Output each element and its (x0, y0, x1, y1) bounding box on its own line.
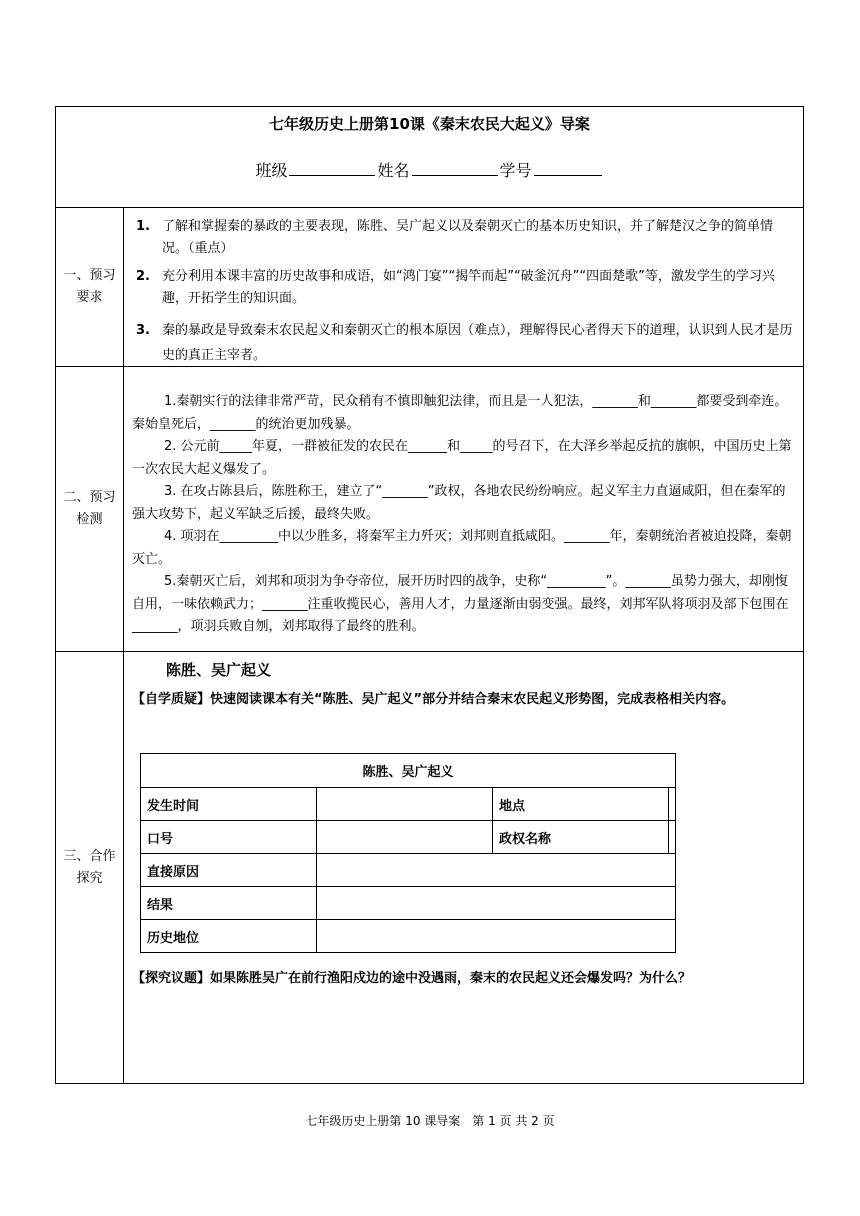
class-label: 班级 (255, 161, 288, 180)
requirement-item: 2. 充分利用本课丰富的历史故事和成语，如“鸿门宴”“揭竿而起”“破釜沉舟”“四面楚歌”等，激发学生的学习兴趣，开拓学生的知识面。 (136, 269, 775, 306)
test-question: 5.秦朝灭亡后，刘邦和项羽为争夺帝位，展开历时四的战争，史称“_________”。_______虽势力强大，却刚愎自用，一味依赖武力；_______注重收揽民心，善用人才，力量逐渐由弱变强。最终，刘邦军队将项羽及部下包围在_______，项羽兵败自刎，刘邦取得了最终的胜利。 (132, 574, 789, 634)
place-label: 地点 (493, 788, 669, 821)
inquiry-content (124, 652, 803, 1083)
id-label: 学号 (499, 161, 532, 180)
result-cell[interactable] (317, 887, 676, 920)
worksheet-table (55, 106, 804, 1084)
uprising-table (140, 753, 676, 953)
id-blank (534, 157, 602, 176)
status-cell[interactable] (317, 920, 676, 953)
test-question: 4. 项羽在_________中以少胜多，将秦军主力歼灭；刘邦则直抵咸阳。_______年，秦朝统治者被迫投降，秦朝灭亡。 (132, 529, 792, 567)
cooperative-inquiry-row (56, 651, 803, 1083)
page-title: 七年级历史上册第10课《秦末农民大起义》导案 (269, 115, 590, 133)
header-row (56, 107, 803, 207)
table-header: 陈胜、吴广起义 (141, 754, 676, 788)
name-label: 姓名 (377, 161, 410, 180)
section-title: 陈胜、吴广起义 (166, 661, 272, 679)
name-blank (412, 157, 498, 176)
cause-label: 直接原因 (141, 854, 317, 887)
section-label-3: 三、合作 探究 (56, 652, 124, 1083)
self-study-prompt: 【自学质疑】快速阅读课本有关“陈胜、吴广起义”部分并结合秦末农民起义形势图，完成表格相关内容。 (132, 692, 735, 707)
student-info (56, 157, 803, 181)
slogan-cell[interactable] (317, 821, 493, 854)
test-question: 2. 公元前_____年夏，一群被征发的农民在______和_____的号召下，在大泽乡举起反抗的旗帜，中国历史上第一次农民大起义爆发了。 (132, 439, 792, 477)
test-content (124, 367, 803, 651)
section-label-1: 一、预习 要求 (56, 208, 124, 366)
preview-requirements-row (56, 207, 803, 366)
test-question: 1.秦朝实行的法律非常严苛，民众稍有不慎即触犯法律，而且是一人犯法，_______和_______都要受到牵连。秦始皇死后，_______的统治更加残暴。 (132, 394, 788, 432)
preview-test-row (56, 366, 803, 651)
page-footer: 七年级历史上册第 10 课导案 第 1 页 共 2 页 (305, 1114, 555, 1128)
inquiry-question: 【探究议题】如果陈胜吴广在前行渔阳戍边的途中没遇雨，秦末的农民起义还会爆发吗？为什么？ (132, 971, 692, 986)
place-cell[interactable] (669, 788, 676, 821)
time-label: 发生时间 (141, 788, 317, 821)
time-cell[interactable] (317, 788, 493, 821)
requirement-item: 3. 秦的暴政是导致秦末农民起义和秦朝灭亡的根本原因（难点），理解得民心者得天下的道理，认识到人民才是历史的真正主宰者。 (136, 323, 793, 363)
cause-cell[interactable] (317, 854, 676, 887)
result-label: 结果 (141, 887, 317, 920)
status-label: 历史地位 (141, 920, 317, 953)
class-blank (289, 157, 375, 176)
test-question: 3. 在攻占陈县后，陈胜称王，建立了“_______”政权，各地农民纷纷响应。起义军主力直逼咸阳，但在秦军的强大攻势下，起义军缺乏后援，最终失败。 (132, 484, 786, 522)
section-label-2: 二、预习 检测 (56, 367, 124, 651)
regime-cell[interactable] (669, 821, 676, 854)
requirements-content (124, 208, 803, 366)
requirement-item: 1. 了解和掌握秦的暴政的主要表现，陈胜、吴广起义以及秦朝灭亡的基本历史知识，并了解楚汉之争的简单情况。（重点） (136, 219, 774, 256)
regime-label: 政权名称 (493, 821, 669, 854)
slogan-label: 口号 (141, 821, 317, 854)
